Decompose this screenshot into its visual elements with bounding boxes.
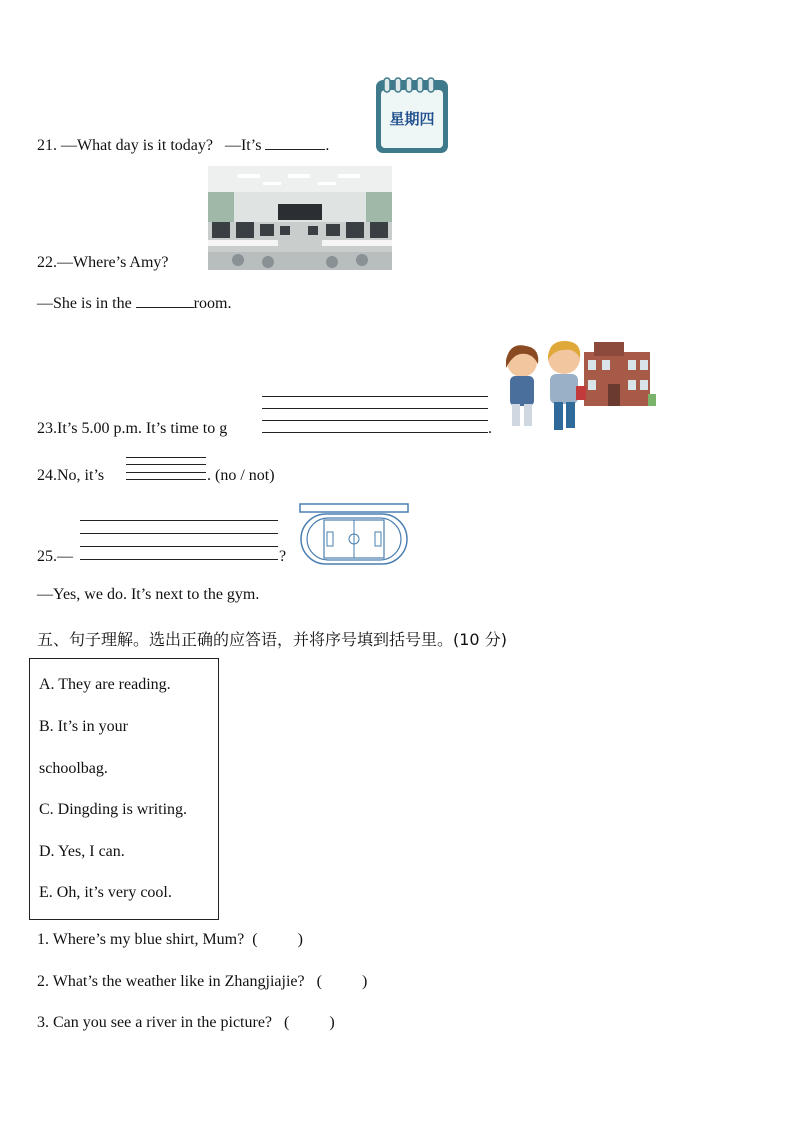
- q25-number: 25.: [37, 548, 57, 565]
- question-1: [37, 931, 303, 949]
- question-2: [37, 973, 367, 991]
- q23-number: 23.: [37, 420, 57, 437]
- q25-end: ?: [279, 548, 287, 565]
- q21-number: 21.: [37, 137, 57, 154]
- question-1-answer-paren[interactable]: ( ): [252, 931, 303, 948]
- option-c: C. Dingding is writing.: [39, 801, 188, 818]
- q22-answer-prefix: —She is in the: [37, 295, 132, 312]
- q21-line: [37, 137, 329, 155]
- q23-writing-lines[interactable]: [262, 396, 488, 436]
- q21-question: —What day is it today?: [61, 137, 213, 154]
- q22-answer-line: [37, 295, 231, 313]
- q24-suffix: . (no / not): [207, 467, 275, 484]
- q25-prefix: —: [57, 548, 73, 565]
- q25-reply: —Yes, we do. It’s next to the gym.: [37, 586, 260, 603]
- option-e: E. Oh, it’s very cool.: [39, 884, 172, 901]
- q22-answer-blank[interactable]: [136, 306, 194, 308]
- q21-answer-blank[interactable]: [265, 148, 325, 150]
- q24-text: No, it’s: [57, 467, 105, 484]
- q23-period: .: [488, 420, 492, 437]
- q21-period: .: [325, 137, 330, 154]
- computer-room-image: [208, 166, 392, 270]
- q24-number: 24.: [37, 467, 57, 484]
- q22-number: 22.: [37, 254, 57, 271]
- options-box: [29, 658, 219, 920]
- question-3-text: 3. Can you see a river in the picture?: [37, 1014, 273, 1031]
- option-a: A. They are reading.: [39, 676, 171, 693]
- q25-line: [37, 548, 73, 566]
- q24-writing-lines[interactable]: [126, 457, 206, 481]
- option-b: B. It’s in your: [39, 718, 128, 735]
- question-2-text: 2. What’s the weather like in Zhangjiajie?: [37, 973, 305, 990]
- section-5-title: 五、句子理解。选出正确的应答语，并将序号填到括号里。(10 分): [37, 630, 507, 649]
- q22-line: [37, 254, 169, 272]
- calendar-text: 星期四: [389, 110, 435, 128]
- option-d: D. Yes, I can.: [39, 843, 125, 860]
- q23-line: [37, 420, 227, 438]
- q24-line: [37, 467, 104, 485]
- q25-writing-lines[interactable]: [80, 520, 278, 560]
- q22-question: —Where’s Amy?: [57, 254, 169, 271]
- question-2-answer-paren[interactable]: ( ): [316, 973, 368, 990]
- q22-answer-suffix: room.: [193, 295, 232, 312]
- playground-image: [297, 502, 411, 568]
- question-3-answer-paren[interactable]: ( ): [284, 1014, 335, 1031]
- q23-text: It’s 5.00 p.m. It’s time to g: [57, 420, 228, 437]
- kids-going-home-image: [498, 338, 658, 436]
- question-3: [37, 1014, 335, 1032]
- q21-answer-prefix: —It’s: [224, 137, 262, 154]
- question-1-text: 1. Where’s my blue shirt, Mum?: [37, 931, 245, 948]
- option-b-continued: schoolbag.: [39, 760, 108, 777]
- calendar-thursday-image: [374, 77, 450, 155]
